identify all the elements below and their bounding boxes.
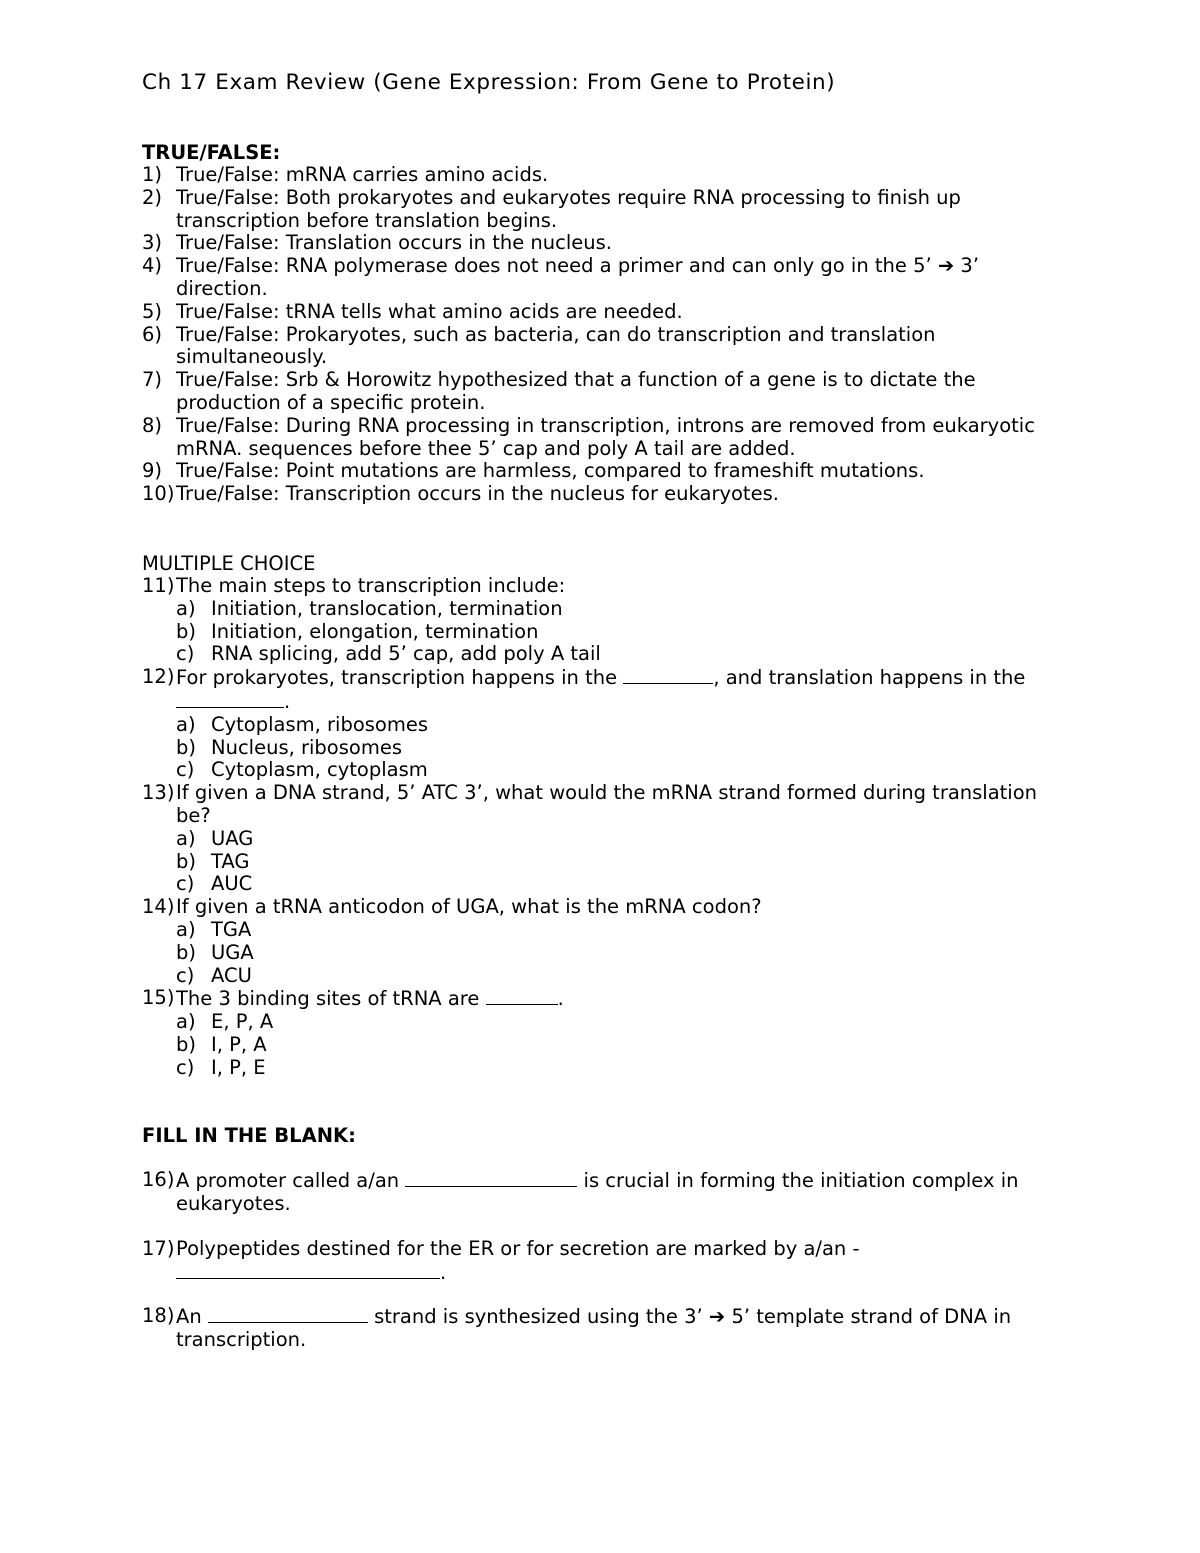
question-text: True/False: Prokaryotes, such as bacteria, can do transcription and translation simultaneously. (176, 322, 936, 369)
question-text: True/False: Point mutations are harmless, compared to frameshift mutations. (176, 459, 925, 483)
question-item: 9) True/False: Point mutations are harmless, compared to frameshift mutations. (142, 460, 1062, 483)
question-item: 2) True/False: Both prokaryotes and eukaryotes require RNA processing to finish up transcription before translation begins. (142, 187, 1062, 233)
question-text: For prokaryotes, transcription happens in the , and translation happens in the . (176, 666, 1026, 713)
question-text: True/False: RNA polymerase does not need a primer and can only go in the 5’ ➔ 3’ direction. (176, 254, 980, 300)
answer-blank (623, 666, 713, 684)
question-text: True/False: Translation occurs in the nucleus. (176, 231, 613, 255)
answer-blank (176, 1261, 440, 1279)
answer-option: a) TGA (176, 917, 252, 941)
question-item: 17) Polypeptides destined for the ER or for secretion are marked by a/an - . (142, 1238, 1062, 1285)
question-item: 12) For prokaryotes, transcription happens in the , and translation happens in the . (142, 666, 1062, 714)
question-item: 1) True/False: mRNA carries amino acids. (142, 164, 1062, 187)
question-text: True/False: mRNA carries amino acids. (176, 163, 549, 186)
question-item: 15) The 3 binding sites of tRNA are . (142, 987, 1062, 1011)
question-text: The main steps to transcription include: (176, 574, 566, 597)
answer-option: b) UGA (176, 940, 254, 964)
question-item: 13) If given a DNA strand, 5’ ATC 3’, what would the mRNA strand formed during translation be? (142, 782, 1062, 828)
question-item: 4) True/False: RNA polymerase does not need a primer and can only go in the 5’ ➔ 3’ direction. (142, 255, 1062, 301)
question-item: 16) A promoter called a/an is crucial in forming the initiation complex in eukaryotes. (142, 1169, 1062, 1216)
question-item: 18) An strand is synthesized using the 3’ ➔ 5’ template strand of DNA in transcription. (142, 1305, 1062, 1352)
question-item: 10) True/False: Transcription occurs in the nucleus for eukaryotes. (142, 483, 1062, 506)
question-text: The 3 binding sites of tRNA are . (176, 987, 564, 1011)
true-false-heading: TRUE/FALSE: (142, 141, 281, 164)
answer-option: c) RNA splicing, add 5’ cap, add poly A tail (176, 642, 601, 666)
question-text: True/False: tRNA tells what amino acids are needed. (176, 299, 683, 323)
multiple-choice-list (142, 575, 1062, 1080)
true-false-list (142, 164, 1062, 506)
question-text: Polypeptides destined for the ER or for secretion are marked by a/an - . (176, 1237, 860, 1284)
question-item: 11) The main steps to transcription include: (142, 575, 1062, 598)
answer-option: b) Nucleus, ribosomes (176, 735, 402, 759)
answer-option: c) AUC (176, 872, 253, 896)
question-text: An strand is synthesized using the 3’ ➔ 5’ template strand of DNA in transcription. (176, 1305, 1012, 1351)
question-item: 14) If given a tRNA anticodon of UGA, what is the mRNA codon? (142, 896, 1062, 919)
answer-option: b) TAG (176, 849, 250, 873)
answer-blank (176, 690, 284, 708)
answer-option: b) I, P, A (176, 1032, 267, 1056)
question-item: 7) True/False: Srb & Horowitz hypothesized that a function of a gene is to dictate the production of a specific protein. (142, 369, 1062, 415)
page-title: Ch 17 Exam Review (Gene Expression: From Gene to Protein) (142, 70, 836, 95)
fill-blank-heading: FILL IN THE BLANK: (142, 1124, 356, 1147)
answer-blank (208, 1305, 368, 1323)
answer-option: a) E, P, A (176, 1010, 274, 1034)
question-text: True/False: Both prokaryotes and eukaryotes require RNA processing to finish up transcription before translation begins. (176, 185, 961, 232)
answer-option: a) Initiation, translocation, termination (176, 596, 563, 620)
answer-option: a) Cytoplasm, ribosomes (176, 712, 429, 736)
question-item: 6) True/False: Prokaryotes, such as bacteria, can do transcription and translation simultaneously. (142, 324, 1062, 370)
question-text: True/False: Transcription occurs in the nucleus for eukaryotes. (176, 482, 779, 506)
question-text: True/False: During RNA processing in transcription, introns are removed from eukaryotic mRNA. sequences before thee 5’ cap and poly A tail are added. (176, 413, 1035, 460)
answer-option: c) Cytoplasm, cytoplasm (176, 758, 428, 782)
question-text: If given a DNA strand, 5’ ATC 3’, what would the mRNA strand formed during translation be? (176, 781, 1038, 827)
question-item: 8) True/False: During RNA processing in transcription, introns are removed from eukaryotic mRNA. sequences before thee 5’ cap and poly A tail are added. (142, 415, 1062, 461)
question-text: A promoter called a/an is crucial in forming the initiation complex in eukaryotes. (176, 1169, 1019, 1215)
question-text: True/False: Srb & Horowitz hypothesized that a function of a gene is to dictate the production of a specific protein. (176, 368, 976, 414)
multiple-choice-heading: MULTIPLE CHOICE (142, 552, 316, 575)
answer-blank (486, 987, 558, 1005)
answer-option: c) ACU (176, 963, 252, 987)
answer-option: b) Initiation, elongation, termination (176, 619, 539, 643)
answer-option: a) UAG (176, 826, 254, 850)
answer-option: c) I, P, E (176, 1055, 266, 1079)
question-item: 5) True/False: tRNA tells what amino acids are needed. (142, 301, 1062, 324)
question-item: 3) True/False: Translation occurs in the nucleus. (142, 232, 1062, 255)
question-text: If given a tRNA anticodon of UGA, what is the mRNA codon? (176, 895, 762, 919)
answer-blank (405, 1169, 577, 1187)
